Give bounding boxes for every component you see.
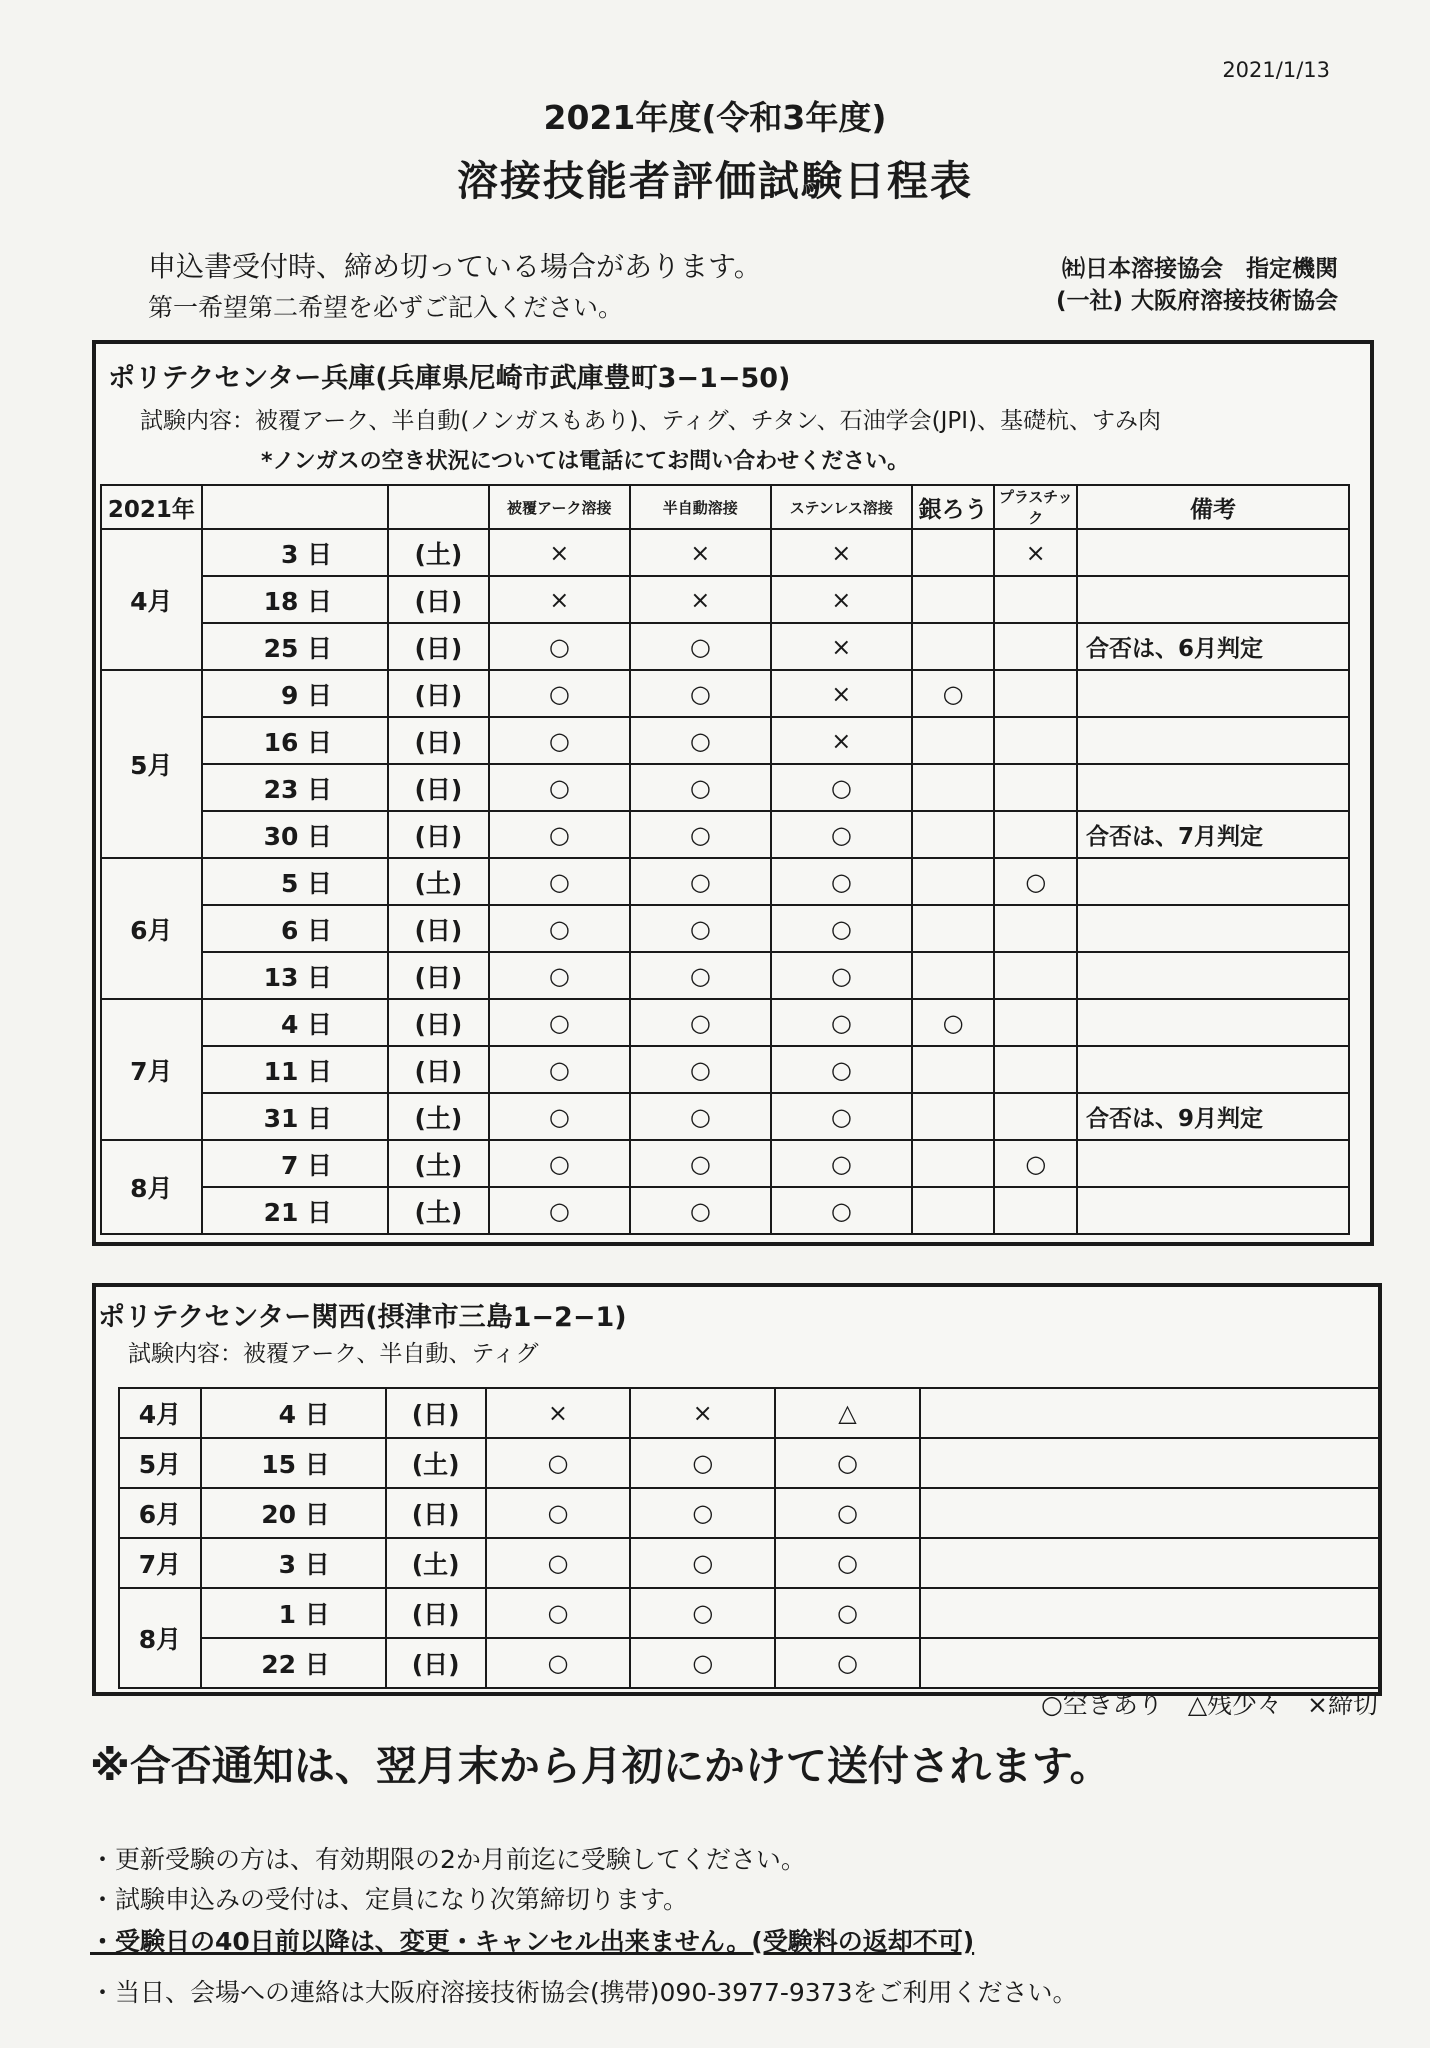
day-cell: 21 日 — [202, 1187, 388, 1234]
availability-cell: ○ — [486, 1538, 631, 1588]
availability-cell — [912, 1187, 995, 1234]
weekday-cell: (日) — [388, 717, 489, 764]
weekday-cell: (日) — [386, 1588, 486, 1638]
bullet-renewal: ・更新受験の方は、有効期限の2か月前迄に受験してください。 — [90, 1845, 806, 1874]
availability-cell — [912, 858, 995, 905]
availability-cell: ○ — [489, 1046, 630, 1093]
availability-cell — [912, 623, 995, 670]
availability-cell — [994, 576, 1077, 623]
bullet-cancellation: ・受験日の40日前以降は、変更・キャンセル出来ません。(受験料の返却不可) — [90, 1927, 975, 1956]
availability-cell: ○ — [630, 811, 771, 858]
availability-cell: ○ — [630, 1488, 775, 1538]
availability-cell — [994, 811, 1077, 858]
weekday-cell: (土) — [388, 1093, 489, 1140]
result-notice: ※合否通知は、翌月末から月初にかけて送付されます。 — [90, 1742, 1111, 1790]
availability-cell: ○ — [489, 717, 630, 764]
day-cell: 4 日 — [202, 999, 388, 1046]
availability-cell: ○ — [630, 905, 771, 952]
availability-cell: ○ — [630, 999, 771, 1046]
availability-cell: ○ — [771, 905, 912, 952]
availability-cell — [994, 1187, 1077, 1234]
remarks-cell — [1077, 576, 1349, 623]
month-cell: 7月 — [119, 1538, 201, 1588]
availability-cell — [912, 905, 995, 952]
availability-cell: ○ — [775, 1538, 920, 1588]
title-fiscal-year: 2021年度(令和3年度) — [543, 98, 887, 137]
table-row — [101, 576, 1349, 623]
availability-cell — [994, 905, 1077, 952]
remarks-cell — [1077, 999, 1349, 1046]
remarks-cell — [920, 1488, 1379, 1538]
availability-cell — [994, 999, 1077, 1046]
availability-cell — [912, 1093, 995, 1140]
availability-cell: ○ — [994, 1140, 1077, 1187]
remarks-cell — [1077, 670, 1349, 717]
availability-cell — [912, 952, 995, 999]
availability-cell: × — [489, 529, 630, 576]
weekday-cell: (日) — [388, 952, 489, 999]
header-cell: プラスチック — [994, 485, 1077, 529]
day-cell: 7 日 — [202, 1140, 388, 1187]
issue-date: 2021/1/13 — [1222, 58, 1330, 82]
availability-cell: ○ — [771, 952, 912, 999]
availability-cell: ○ — [486, 1488, 631, 1538]
availability-cell: ○ — [630, 1187, 771, 1234]
availability-cell — [994, 717, 1077, 764]
header-cell: 銀ろう — [912, 485, 995, 529]
table-row — [119, 1488, 1379, 1538]
table-row — [101, 1140, 1349, 1187]
month-cell: 5月 — [101, 670, 202, 858]
availability-cell: × — [630, 529, 771, 576]
remarks-cell — [920, 1638, 1379, 1688]
availability-cell: ○ — [771, 1140, 912, 1187]
hyogo-contents: 試験内容：被覆アーク、半自動(ノンガスもあり)、ティグ、チタン、石油学会(JPI)、基礎杭、すみ肉 — [140, 408, 1162, 434]
day-cell: 23 日 — [202, 764, 388, 811]
month-cell: 7月 — [101, 999, 202, 1140]
availability-cell — [912, 1046, 995, 1093]
availability-cell — [994, 952, 1077, 999]
table-row — [101, 764, 1349, 811]
month-cell: 8月 — [101, 1140, 202, 1234]
weekday-cell: (土) — [388, 1187, 489, 1234]
remarks-cell — [920, 1588, 1379, 1638]
day-cell: 16 日 — [202, 717, 388, 764]
availability-cell: ○ — [486, 1638, 631, 1688]
day-cell: 9 日 — [202, 670, 388, 717]
month-cell: 4月 — [119, 1388, 201, 1438]
availability-cell: × — [489, 576, 630, 623]
notice-line-1: 申込書受付時、締め切っている場合があります。 — [148, 250, 762, 283]
availability-cell: ○ — [489, 670, 630, 717]
weekday-cell: (日) — [388, 999, 489, 1046]
availability-cell: ○ — [912, 670, 995, 717]
weekday-cell: (日) — [388, 576, 489, 623]
remarks-cell — [1077, 858, 1349, 905]
remarks-cell — [1077, 952, 1349, 999]
availability-cell: ○ — [630, 623, 771, 670]
availability-cell: ○ — [489, 1187, 630, 1234]
table-row — [101, 529, 1349, 576]
table-row — [101, 905, 1349, 952]
day-cell: 3 日 — [202, 529, 388, 576]
remarks-cell — [1077, 529, 1349, 576]
legend: ○空きあり △残少々 ×締切 — [1041, 1690, 1378, 1719]
day-cell: 13 日 — [202, 952, 388, 999]
remarks-cell: 合否は、9月判定 — [1077, 1093, 1349, 1140]
availability-cell: ○ — [912, 999, 995, 1046]
availability-cell: × — [771, 717, 912, 764]
bullet-contact: ・当日、会場への連絡は大阪府溶接技術協会(携帯)090-3977-9373をご利用ください。 — [90, 1978, 1078, 2007]
day-cell: 25 日 — [202, 623, 388, 670]
availability-cell: ○ — [489, 858, 630, 905]
header-cell: 2021年 — [101, 485, 202, 529]
remarks-cell — [1077, 905, 1349, 952]
availability-cell — [994, 1093, 1077, 1140]
month-cell: 8月 — [119, 1588, 201, 1688]
bullet-deadline: ・試験申込みの受付は、定員になり次第締切ります。 — [90, 1885, 689, 1914]
availability-cell: ○ — [489, 905, 630, 952]
hyogo-heading: ポリテクセンター兵庫(兵庫県尼崎市武庫豊町3−1−50) — [108, 363, 791, 394]
day-cell: 4 日 — [201, 1388, 386, 1438]
table-row — [119, 1588, 1379, 1638]
remarks-cell — [1077, 764, 1349, 811]
header-cell: ステンレス溶接 — [771, 485, 912, 529]
availability-cell — [912, 717, 995, 764]
header-cell: 被覆アーク溶接 — [489, 485, 630, 529]
availability-cell: ○ — [630, 1046, 771, 1093]
remarks-cell — [1077, 717, 1349, 764]
table-row — [101, 811, 1349, 858]
availability-cell — [912, 576, 995, 623]
availability-cell: ○ — [486, 1588, 631, 1638]
page-title: 溶接技能者評価試験日程表 — [457, 157, 973, 205]
availability-cell: ○ — [630, 764, 771, 811]
remarks-cell — [920, 1538, 1379, 1588]
availability-cell: ○ — [771, 858, 912, 905]
availability-cell: ○ — [489, 623, 630, 670]
month-cell: 4月 — [101, 529, 202, 670]
availability-cell: ○ — [630, 952, 771, 999]
availability-cell: ○ — [630, 1093, 771, 1140]
table-row — [101, 1187, 1349, 1234]
availability-cell: ○ — [489, 764, 630, 811]
availability-cell: ○ — [994, 858, 1077, 905]
availability-cell — [994, 623, 1077, 670]
day-cell: 31 日 — [202, 1093, 388, 1140]
availability-cell — [912, 1140, 995, 1187]
weekday-cell: (土) — [386, 1538, 486, 1588]
availability-cell: ○ — [630, 1438, 775, 1488]
availability-cell: × — [630, 576, 771, 623]
day-cell: 5 日 — [202, 858, 388, 905]
day-cell: 11 日 — [202, 1046, 388, 1093]
month-cell: 5月 — [119, 1438, 201, 1488]
availability-cell: ○ — [771, 764, 912, 811]
org-line-2: (一社) 大阪府溶接技術協会 — [1055, 288, 1338, 314]
hyogo-nongas-note: *ノンガスの空き状況については電話にてお問い合わせください。 — [261, 449, 910, 474]
table-row — [101, 623, 1349, 670]
weekday-cell: (日) — [388, 905, 489, 952]
weekday-cell: (日) — [388, 764, 489, 811]
availability-cell: × — [486, 1388, 631, 1438]
weekday-cell: (日) — [386, 1488, 486, 1538]
remarks-cell — [1077, 1046, 1349, 1093]
weekday-cell: (土) — [388, 858, 489, 905]
day-cell: 18 日 — [202, 576, 388, 623]
availability-cell: ○ — [775, 1488, 920, 1538]
availability-cell: ○ — [630, 717, 771, 764]
availability-cell — [994, 764, 1077, 811]
availability-cell: ○ — [489, 999, 630, 1046]
availability-cell: ○ — [489, 952, 630, 999]
availability-cell: ○ — [630, 1538, 775, 1588]
header-cell — [202, 485, 388, 529]
availability-cell: ○ — [771, 1093, 912, 1140]
day-cell: 30 日 — [202, 811, 388, 858]
weekday-cell: (日) — [388, 1046, 489, 1093]
availability-cell: × — [771, 670, 912, 717]
org-line-1: ㈳日本溶接協会 指定機関 — [1062, 256, 1338, 282]
header-cell: 半自動溶接 — [630, 485, 771, 529]
availability-cell: ○ — [486, 1438, 631, 1488]
availability-cell: ○ — [775, 1638, 920, 1688]
availability-cell: ○ — [775, 1438, 920, 1488]
day-cell: 22 日 — [201, 1638, 386, 1688]
availability-cell: × — [630, 1388, 775, 1438]
availability-cell: ○ — [630, 670, 771, 717]
day-cell: 1 日 — [201, 1588, 386, 1638]
availability-cell — [912, 764, 995, 811]
weekday-cell: (土) — [388, 1140, 489, 1187]
availability-cell: ○ — [630, 1140, 771, 1187]
availability-cell: ○ — [771, 1187, 912, 1234]
day-cell: 20 日 — [201, 1488, 386, 1538]
remarks-cell — [920, 1388, 1379, 1438]
table-row — [101, 858, 1349, 905]
availability-cell: ○ — [771, 811, 912, 858]
availability-cell — [912, 811, 995, 858]
weekday-cell: (日) — [386, 1638, 486, 1688]
availability-cell: × — [771, 529, 912, 576]
day-cell: 15 日 — [201, 1438, 386, 1488]
availability-cell: × — [771, 576, 912, 623]
availability-cell: ○ — [771, 1046, 912, 1093]
table-row — [119, 1438, 1379, 1488]
table-row — [101, 999, 1349, 1046]
table-row — [101, 717, 1349, 764]
remarks-cell: 合否は、7月判定 — [1077, 811, 1349, 858]
availability-cell: ○ — [489, 1093, 630, 1140]
month-cell: 6月 — [101, 858, 202, 999]
remarks-cell: 合否は、6月判定 — [1077, 623, 1349, 670]
kansai-heading: ポリテクセンター関西(摂津市三島1−2−1) — [98, 1302, 627, 1333]
hyogo-schedule-table — [100, 484, 1350, 1235]
availability-cell — [994, 670, 1077, 717]
weekday-cell: (日) — [388, 670, 489, 717]
table-row — [119, 1388, 1379, 1438]
availability-cell: △ — [775, 1388, 920, 1438]
availability-cell: × — [771, 623, 912, 670]
remarks-cell — [1077, 1187, 1349, 1234]
table-row — [101, 1046, 1349, 1093]
table-header-row — [101, 485, 1349, 529]
weekday-cell: (土) — [386, 1438, 486, 1488]
availability-cell: ○ — [489, 1140, 630, 1187]
remarks-cell — [920, 1438, 1379, 1488]
availability-cell: ○ — [630, 1638, 775, 1688]
availability-cell: ○ — [775, 1588, 920, 1638]
table-row — [101, 670, 1349, 717]
header-cell — [388, 485, 489, 529]
availability-cell: ○ — [771, 999, 912, 1046]
availability-cell — [912, 529, 995, 576]
remarks-cell — [1077, 1140, 1349, 1187]
kansai-schedule-table — [118, 1387, 1380, 1689]
month-cell: 6月 — [119, 1488, 201, 1538]
kansai-contents: 試験内容：被覆アーク、半自動、ティグ — [128, 1341, 539, 1367]
availability-cell: ○ — [489, 811, 630, 858]
availability-cell — [994, 1046, 1077, 1093]
table-row — [119, 1538, 1379, 1588]
table-row — [119, 1638, 1379, 1688]
weekday-cell: (日) — [386, 1388, 486, 1438]
table-row — [101, 1093, 1349, 1140]
weekday-cell: (日) — [388, 811, 489, 858]
day-cell: 6 日 — [202, 905, 388, 952]
day-cell: 3 日 — [201, 1538, 386, 1588]
weekday-cell: (土) — [388, 529, 489, 576]
table-row — [101, 952, 1349, 999]
availability-cell: × — [994, 529, 1077, 576]
header-cell: 備考 — [1077, 485, 1349, 529]
availability-cell: ○ — [630, 1588, 775, 1638]
availability-cell: ○ — [630, 858, 771, 905]
weekday-cell: (日) — [388, 623, 489, 670]
notice-line-2: 第一希望第二希望を必ずご記入ください。 — [148, 293, 624, 322]
